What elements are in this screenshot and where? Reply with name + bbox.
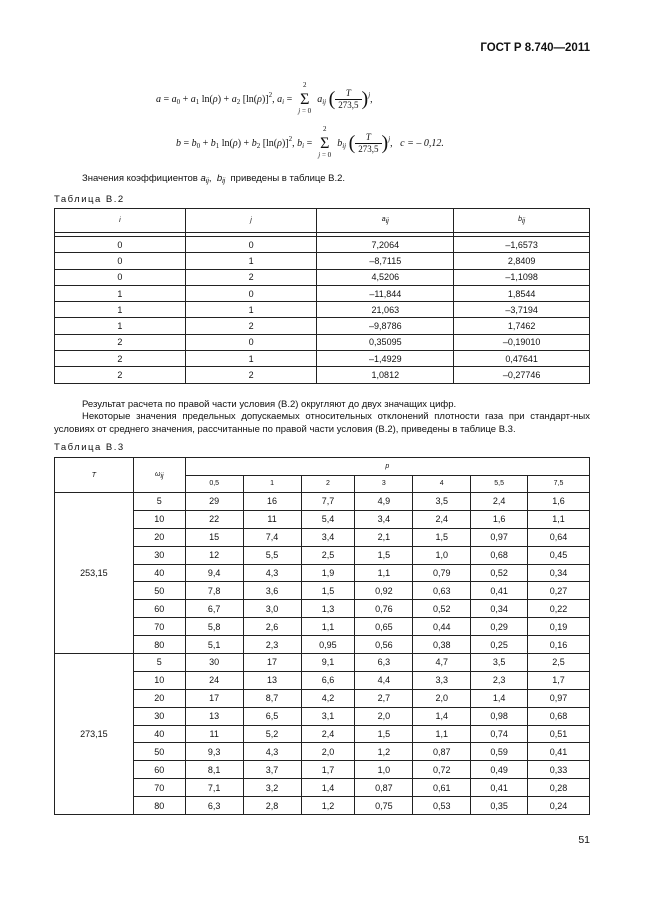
table-cell: 50: [133, 743, 185, 761]
col-j: j: [185, 209, 317, 233]
table-b3: [54, 457, 590, 815]
table-cell: 22: [185, 510, 243, 528]
table-cell: 1: [55, 302, 186, 318]
table-row: [55, 671, 590, 689]
table-cell: 4,4: [355, 671, 413, 689]
table-cell: 16: [243, 493, 301, 511]
table-cell: 3,5: [413, 493, 471, 511]
formula-b: $b = b_0 + b_1$ $\ln(\rho) + b_2$ $[\ln(\rho)]^2$, $b_i$ = 2 Σ j = 0 $b_{ij}$ ( $\frac{T}{273,5}$ )$^j$, c = – 0,12.: [176, 124, 444, 159]
table-cell: 3,7: [243, 761, 301, 779]
table-cell: 0,35: [471, 797, 528, 815]
table-cell: 6,3: [355, 654, 413, 672]
table-cell: 0,34: [528, 564, 590, 582]
table-cell: –0,27746: [454, 367, 590, 383]
table-cell: 4,3: [243, 564, 301, 582]
table-cell: 5,5: [243, 546, 301, 564]
standard-header: ГОСТ Р 8.740—2011: [480, 42, 590, 54]
table-cell: 1: [55, 318, 186, 334]
table-cell: 5: [133, 654, 185, 672]
table-cell: 0,38: [413, 636, 471, 654]
col-i: i: [55, 209, 186, 233]
table-cell: 0,29: [471, 618, 528, 636]
table-cell: 9,3: [185, 743, 243, 761]
table-cell: 11: [185, 725, 243, 743]
table-cell: 0,47641: [454, 351, 590, 367]
table-cell: 10: [133, 510, 185, 528]
table-cell: 3,5: [471, 654, 528, 672]
table-cell: 1: [55, 285, 186, 301]
table-cell: 0,53: [413, 797, 471, 815]
intro-text: Значения коэффициентов $a_{ij}$, $b_{ij}$ приведены в таблице В.2.: [82, 173, 346, 185]
table-row: [55, 510, 590, 528]
table-cell: 0,35095: [317, 334, 454, 350]
table-cell: 1,4: [471, 689, 528, 707]
table-row: [55, 743, 590, 761]
table3-caption: Таблица В.3: [54, 442, 125, 453]
table-cell: 1,4: [413, 707, 471, 725]
table-row: [55, 707, 590, 725]
table-cell: 5,2: [243, 725, 301, 743]
table-cell: 0,72: [413, 761, 471, 779]
table-cell: 0,52: [413, 600, 471, 618]
table-cell: 9,4: [185, 564, 243, 582]
table-cell: 6,6: [301, 671, 355, 689]
table-cell: 0,64: [528, 528, 590, 546]
table-cell: 29: [185, 493, 243, 511]
table-cell: 80: [133, 636, 185, 654]
p-value-header: 3: [355, 475, 413, 493]
table-cell: 1,7: [528, 671, 590, 689]
table-cell: 8,1: [185, 761, 243, 779]
p-value-header: 5,5: [471, 475, 528, 493]
col-b: bij: [454, 209, 590, 233]
table-cell: 1: [185, 351, 317, 367]
table-cell: 2,4: [413, 510, 471, 528]
table-cell: 0: [55, 237, 186, 253]
table-cell: 1: [185, 302, 317, 318]
table-cell: 2,8: [243, 797, 301, 815]
p-value-header: 0,5: [185, 475, 243, 493]
table-cell: 2: [55, 367, 186, 383]
table-cell: 5,8: [185, 618, 243, 636]
p-value-header: 4: [413, 475, 471, 493]
page-number: 51: [578, 834, 590, 846]
table-cell: 50: [133, 582, 185, 600]
table-cell: 1,5: [413, 528, 471, 546]
table-cell: –1,1098: [454, 269, 590, 285]
table-cell: 3,4: [355, 510, 413, 528]
table-cell: 70: [133, 779, 185, 797]
table-cell: 10: [133, 671, 185, 689]
table-cell: 30: [133, 546, 185, 564]
table-cell: 0,52: [471, 564, 528, 582]
table-cell: 7,1: [185, 779, 243, 797]
table-row: [55, 269, 590, 285]
col-T: T: [55, 458, 134, 493]
table-cell: 2,7: [355, 689, 413, 707]
table-cell: 1,5: [355, 725, 413, 743]
table-cell: 80: [133, 797, 185, 815]
table-row: [55, 528, 590, 546]
table2-caption: Таблица В.2: [54, 194, 125, 205]
table-cell: 0,92: [355, 582, 413, 600]
table-cell: 1,1: [355, 564, 413, 582]
table-cell: 4,9: [355, 493, 413, 511]
temperature-cell: 273,15: [55, 654, 134, 815]
table-cell: 0,95: [301, 636, 355, 654]
table-cell: 1,2: [355, 743, 413, 761]
table-cell: 0,61: [413, 779, 471, 797]
c-value: c = – 0,12.: [400, 137, 444, 149]
table-cell: 0: [185, 237, 317, 253]
table-cell: 0,98: [471, 707, 528, 725]
table-row: [55, 546, 590, 564]
table-cell: 2,3: [243, 636, 301, 654]
table-cell: 7,2064: [317, 237, 454, 253]
table-cell: 70: [133, 618, 185, 636]
table-cell: 60: [133, 761, 185, 779]
table-row: [55, 302, 590, 318]
table-cell: 0,97: [471, 528, 528, 546]
table-cell: 4,7: [413, 654, 471, 672]
table-cell: 2: [55, 334, 186, 350]
table-cell: 30: [185, 654, 243, 672]
table-cell: 3,6: [243, 582, 301, 600]
table-cell: 2: [185, 269, 317, 285]
table-row: [55, 367, 590, 383]
table-cell: –0,19010: [454, 334, 590, 350]
table-cell: 0,45: [528, 546, 590, 564]
p-value-header: 1: [243, 475, 301, 493]
table-cell: 6,7: [185, 600, 243, 618]
table-cell: 0,56: [355, 636, 413, 654]
table-cell: 1,6: [528, 493, 590, 511]
table-cell: 4,2: [301, 689, 355, 707]
table-row: [55, 689, 590, 707]
table-cell: 7,4: [243, 528, 301, 546]
table-cell: 2,4: [471, 493, 528, 511]
table-row: [55, 318, 590, 334]
table-cell: 0,59: [471, 743, 528, 761]
table-cell: 9,1: [301, 654, 355, 672]
table-cell: –9,8786: [317, 318, 454, 334]
table-cell: 40: [133, 725, 185, 743]
table-cell: 6,5: [243, 707, 301, 725]
table-cell: 2,5: [301, 546, 355, 564]
table-cell: 1,7: [301, 761, 355, 779]
table-cell: 0,87: [413, 743, 471, 761]
table-cell: 17: [185, 689, 243, 707]
table-cell: 2,5: [528, 654, 590, 672]
table-cell: 13: [243, 671, 301, 689]
table-cell: 0,27: [528, 582, 590, 600]
table-cell: 0,44: [413, 618, 471, 636]
table-cell: 0: [55, 253, 186, 269]
table-cell: 2,3: [471, 671, 528, 689]
table-row: [55, 564, 590, 582]
table-row: [55, 618, 590, 636]
table-row: [55, 334, 590, 350]
table-cell: 1,1: [528, 510, 590, 528]
paragraph-rounding: Результат расчета по правой части условия (В.2) округляют до двух значащих цифр.: [82, 399, 457, 410]
table-cell: 1,8544: [454, 285, 590, 301]
table-cell: 5,4: [301, 510, 355, 528]
table-row: [55, 761, 590, 779]
table-cell: 0,51: [528, 725, 590, 743]
table-cell: 1,3: [301, 600, 355, 618]
table-cell: 8,7: [243, 689, 301, 707]
table-cell: 0: [185, 285, 317, 301]
p-value-header: 2: [301, 475, 355, 493]
col-p: p: [185, 458, 589, 476]
table-cell: 3,0: [243, 600, 301, 618]
table-cell: 0,41: [471, 779, 528, 797]
table-cell: 24: [185, 671, 243, 689]
table-cell: 0,97: [528, 689, 590, 707]
table-cell: 0,19: [528, 618, 590, 636]
table-cell: –8,7115: [317, 253, 454, 269]
table-cell: 3,3: [413, 671, 471, 689]
table-cell: 0,41: [528, 743, 590, 761]
table-cell: 0,75: [355, 797, 413, 815]
table-cell: 1,9: [301, 564, 355, 582]
table-row: [55, 285, 590, 301]
table-row: [55, 654, 590, 672]
table-cell: 2: [55, 351, 186, 367]
table-cell: 2,0: [355, 707, 413, 725]
table-row: [55, 493, 590, 511]
table-cell: 3,1: [301, 707, 355, 725]
table-cell: –1,6573: [454, 237, 590, 253]
table-cell: 5,1: [185, 636, 243, 654]
table-cell: 0,22: [528, 600, 590, 618]
table-cell: –11,844: [317, 285, 454, 301]
table-cell: 0,33: [528, 761, 590, 779]
table-row: [55, 237, 590, 253]
table-cell: 7,7: [301, 493, 355, 511]
table-b2: [54, 208, 590, 384]
table-cell: 0,74: [471, 725, 528, 743]
table-cell: –1,4929: [317, 351, 454, 367]
table-cell: 17: [243, 654, 301, 672]
table-cell: 0,63: [413, 582, 471, 600]
table-row: [55, 636, 590, 654]
table-cell: 1,4: [301, 779, 355, 797]
table-cell: 1,1: [301, 618, 355, 636]
table-cell: 20: [133, 689, 185, 707]
table-cell: 0,68: [528, 707, 590, 725]
table-cell: 1,1: [413, 725, 471, 743]
table-cell: 0,16: [528, 636, 590, 654]
p-value-header: 7,5: [528, 475, 590, 493]
table-cell: 0,68: [471, 546, 528, 564]
table-cell: 60: [133, 600, 185, 618]
table-cell: 1,7462: [454, 318, 590, 334]
table-cell: 2: [185, 367, 317, 383]
table-cell: 1,2: [301, 797, 355, 815]
table-cell: 0,25: [471, 636, 528, 654]
table-cell: 2,4: [301, 725, 355, 743]
table-cell: 0,34: [471, 600, 528, 618]
col-omega: ωij: [133, 458, 185, 493]
table-cell: 15: [185, 528, 243, 546]
table-row: [55, 253, 590, 269]
temperature-cell: 253,15: [55, 493, 134, 654]
table-cell: 1,5: [355, 546, 413, 564]
table-cell: 3,4: [301, 528, 355, 546]
formula-a: $a = a_0 + a_1$ $\ln(\rho) + a_2$ $[\ln(\rho)]^2$, $a_i$ = 2 Σ j = 0 $a_{ij}$ ( $\frac{T}{273,5}$ )$^j$,: [156, 80, 373, 115]
table-cell: 2,0: [301, 743, 355, 761]
table-cell: 0,24: [528, 797, 590, 815]
table-cell: 2,0: [413, 689, 471, 707]
table-cell: 1,6: [471, 510, 528, 528]
table-row: [55, 600, 590, 618]
table-row: [55, 582, 590, 600]
table-row: [55, 779, 590, 797]
table-cell: 5: [133, 493, 185, 511]
table-cell: 40: [133, 564, 185, 582]
table-row: [55, 725, 590, 743]
table-cell: 2: [185, 318, 317, 334]
table-cell: 0: [185, 334, 317, 350]
table-cell: 1,0: [355, 761, 413, 779]
table-cell: 0,87: [355, 779, 413, 797]
table-cell: 1,0812: [317, 367, 454, 383]
table-cell: 7,8: [185, 582, 243, 600]
table-cell: 1,0: [413, 546, 471, 564]
table-cell: 4,5206: [317, 269, 454, 285]
table-cell: 4,3: [243, 743, 301, 761]
table-cell: 0,41: [471, 582, 528, 600]
paragraph-deviations: Некоторые значения предельных допускаемых относительных отклонений плотности газа при стандарт-ных условиях от среднего значения, рассчитанные по правой части условия (В.2), приведены в таблице В.3.: [54, 411, 590, 435]
table-cell: 3,2: [243, 779, 301, 797]
col-a: aij: [317, 209, 454, 233]
table-cell: 0,76: [355, 600, 413, 618]
table-cell: 20: [133, 528, 185, 546]
table-cell: 0,49: [471, 761, 528, 779]
table-row: [55, 351, 590, 367]
table-cell: –3,7194: [454, 302, 590, 318]
table-cell: 1: [185, 253, 317, 269]
table-cell: 21,063: [317, 302, 454, 318]
table-cell: 2,8409: [454, 253, 590, 269]
table-cell: 6,3: [185, 797, 243, 815]
table-cell: 13: [185, 707, 243, 725]
table-cell: 2,6: [243, 618, 301, 636]
table-cell: 0,79: [413, 564, 471, 582]
table-cell: 0,65: [355, 618, 413, 636]
table-cell: 1,5: [301, 582, 355, 600]
table-cell: 2,1: [355, 528, 413, 546]
table-cell: 0: [55, 269, 186, 285]
table-row: [55, 797, 590, 815]
table-cell: 30: [133, 707, 185, 725]
table-cell: 12: [185, 546, 243, 564]
table-cell: 11: [243, 510, 301, 528]
table-cell: 0,28: [528, 779, 590, 797]
